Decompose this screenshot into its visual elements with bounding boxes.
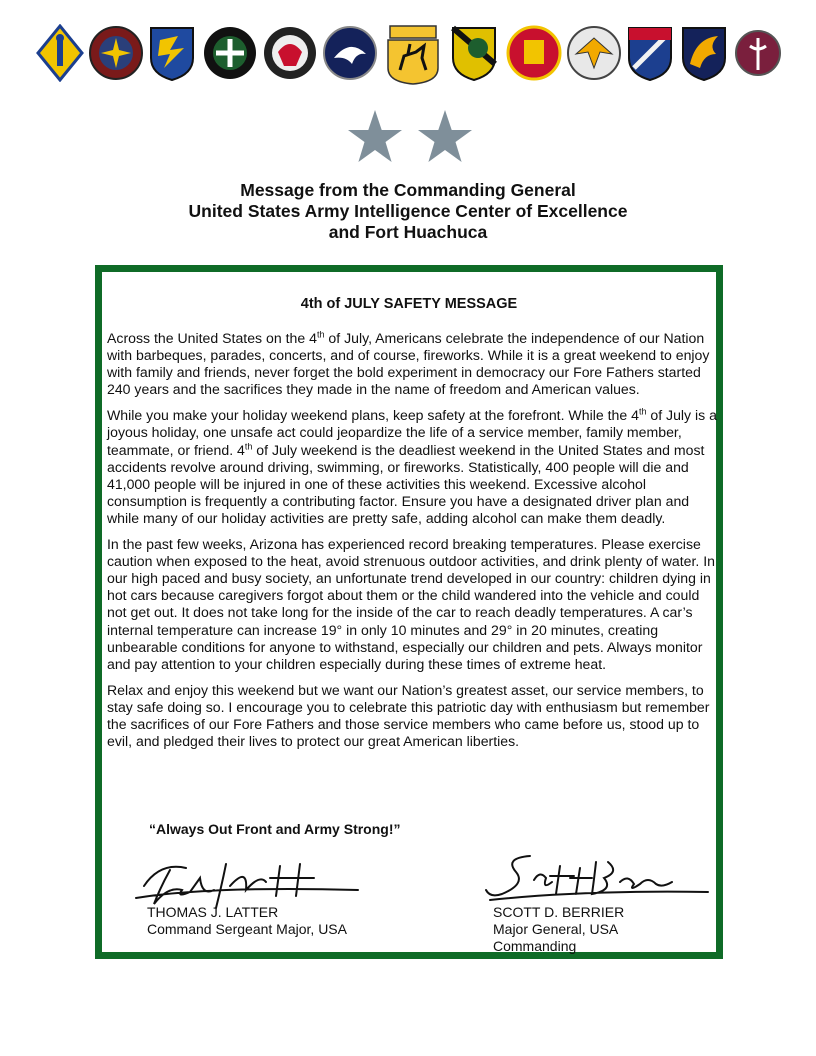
military-intelligence-readiness-insignia [88,24,144,82]
rank-star-icon [418,110,472,162]
signer-role: Commanding [493,938,577,954]
signer-name: THOMAS J. LATTER [147,904,279,920]
paragraph-3: In the past few weeks, Arizona has experienced record breaking temperatures. Please exercise caution when exposed to the heat, avoid strenuous outdoor activities, and drink plenty of water. In our high paced and busy society, an unfortunate trend developed in our country: children dying in hot cars because caregivers forgot about them or the child wandered into the vehicle and could not get out. It does not take long for the inside of the car to reach deadly temperatures. A car’s internal temperature can increase 19° in only 10 minutes and 29° in 20 minutes, creating unbearable conditions for anyone to withstand, especially our children and pets. Always monitor and pay attention to your children especially during these times of extreme heat. [107,536,715,672]
heading-line-1: Message from the Commanding General [240,180,576,200]
intelligence-brigade-insignia [148,24,196,82]
message-body [107,330,719,759]
motto: “Always Out Front and Army Strong!” [149,821,401,837]
thunderbird-insignia [566,24,622,82]
joint-training-center-insignia [262,24,318,82]
paragraph-4: Relax and enjoy this weekend but we want our Nation’s greatest asset, our service members, to stay safe doing so. I encourage you to celebrate this patriotic day with enthusiasm but remember the sacrifices of our Fore Fathers and those service members who came before us, stood up to evil, and pledged their lives to protect our great American liberties. [107,681,710,750]
letter-heading [0,180,816,243]
message-title: 4th of JULY SAFETY MESSAGE [300,296,518,312]
eagle-command-insignia [322,24,378,82]
dragon-command-insignia [680,24,728,82]
signer-name: SCOTT D. BERRIER [493,904,625,920]
heading-line-2: United States Army Intelligence Center of Excellence [188,201,628,221]
test-evaluation-insignia [626,24,674,82]
rank-star-icon [348,110,402,162]
paragraph-2: While you make your holiday weekend plans, keep safety at the forefront. While the 4th of July is a joyous holiday, one unsafe act could jeopardize the life of a service member, family member, teammate, or friend. 4th of July weekend is the deadliest weekend in the United States and most accidents revolve around driving, swimming, or fireworks. Statistically, 400 people will die and 41,000 people will be injured in one of these activities this weekend. Excessive alcohol consumption is frequently a contributing factor. Ensure you have a designated driver plan and while many of our holiday activities are pretty safe, adding alcohol can make them deadly. [107,406,717,526]
signature-berrier [484,850,714,910]
medical-command-insignia [734,24,782,82]
signature-block-right [493,904,624,955]
noncommissioned-officer-academy-insignia [202,24,258,82]
message-frame [95,265,723,959]
intelligence-school-insignia [36,24,84,82]
signer-title: Command Sergeant Major, USA [147,921,347,937]
support-garrison-insignia [506,24,562,82]
unit-insignia-row [36,24,780,86]
heading-line-3: and Fort Huachuca [328,222,488,242]
fort-huachuca-cavalry-insignia [382,24,444,86]
paragraph-1: Across the United States on the 4th of July, Americans celebrate the independence of our Nation with barbeques, parades, concerts, and of course, fireworks. While it is a great weekend to enjoy with family and friends, never forget the bold experiment in democracy our Fore Fathers started 240 years and the sacrifices they made in the name of freedom and American values. [107,329,710,398]
signer-title: Major General, USA [493,921,619,937]
network-enterprise-insignia [450,24,498,82]
signature-block-left [147,904,347,938]
two-star-rank-insignia [340,108,480,164]
